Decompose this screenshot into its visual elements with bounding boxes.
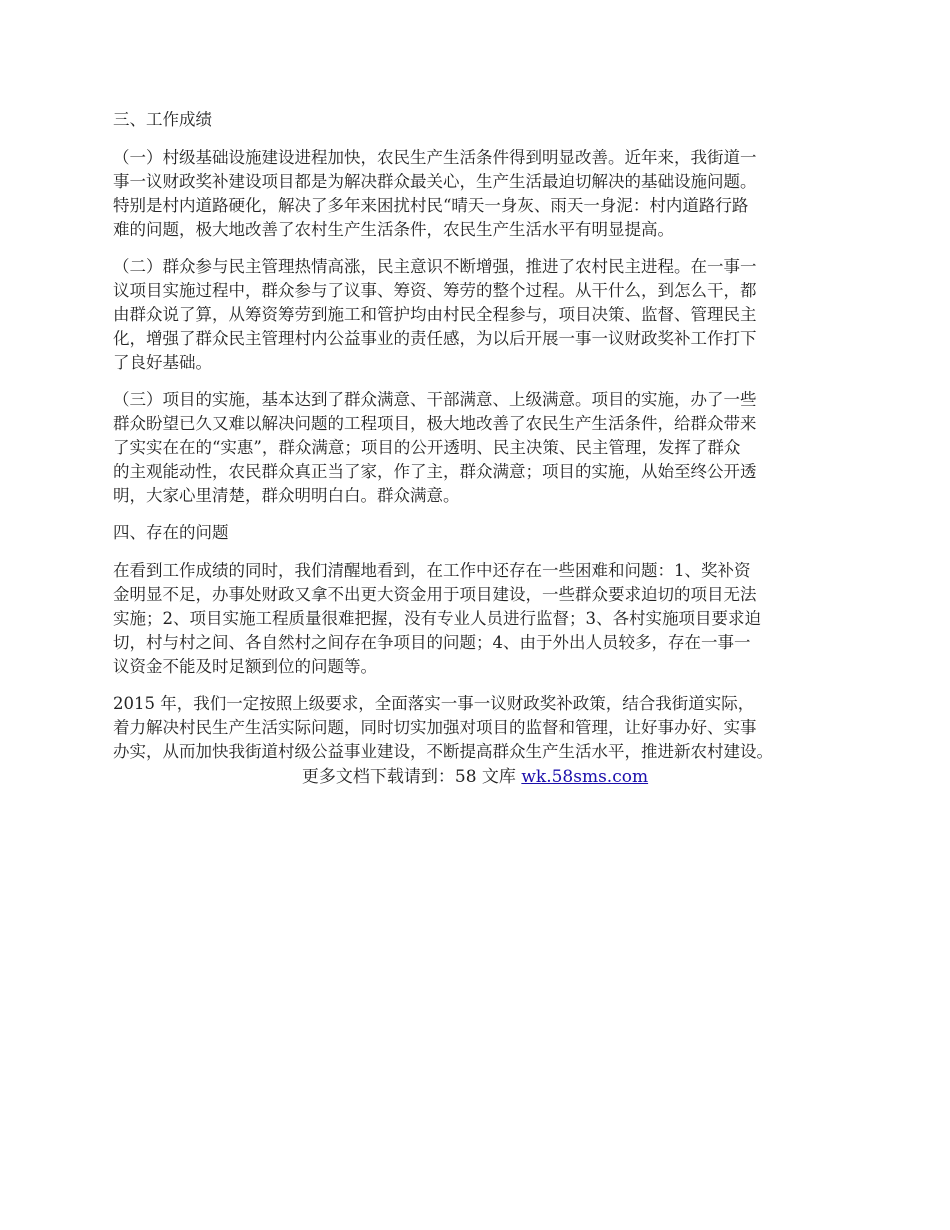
paragraph-line: 2015 年，我们一定按照上级要求，全面落实一事一议财政奖补政策，结合我街道实际， <box>113 694 755 713</box>
paragraph-problems <box>113 559 843 679</box>
paragraph-line: 的主观能动性，农民群众真正当了家，作了主，群众满意；项目的实施，从始至终公开透 <box>113 462 757 481</box>
document-body <box>113 108 843 777</box>
paragraph-line: 化，增强了群众民主管理村内公益事业的责任感，为以后开展一事一议财政奖补工作打下 <box>113 329 757 348</box>
paragraph-line: 明，大家心里清楚，群众明明白白。群众满意。 <box>113 486 460 505</box>
paragraph-line: 议资金不能及时足额到位的问题等。 <box>113 657 377 676</box>
download-footer <box>0 765 950 789</box>
paragraph-line: 办实，从而加快我街道村级公益事业建设，不断提高群众生产生活水平，推进新农村建设。 <box>113 742 773 761</box>
paragraph-line: （二）群众参与民主管理热情高涨，民主意识不断增强，推进了农村民主进程。在一事一 <box>113 257 757 276</box>
paragraph-line: 难的问题，极大地改善了农村生产生活条件，农民生产生活水平有明显提高。 <box>113 220 674 239</box>
paragraph-line: 了实实在在的“实惠”，群众满意；项目的公开透明、民主决策、民主管理，发挥了群众 <box>113 438 741 457</box>
paragraph-line: 着力解决村民生产生活实际问题，同时切实加强对项目的监督和管理，让好事办好、实事 <box>113 718 757 737</box>
paragraph-line: （三）项目的实施，基本达到了群众满意、干部满意、上级满意。项目的实施，办了一些 <box>113 390 757 409</box>
footer-link[interactable]: wk.58sms.com <box>521 767 649 787</box>
paragraph-line: （一）村级基础设施建设进程加快，农民生产生活条件得到明显改善。近年来，我街道一 <box>113 148 757 167</box>
paragraph-line: 议项目实施过程中，群众参与了议事、筹资、筹劳的整个过程。从干什么，到怎么干，都 <box>113 281 757 300</box>
paragraph-line: 特别是村内道路硬化，解决了多年来困扰村民“晴天一身灰、雨天一身泥：村内道路行路 <box>113 196 749 215</box>
paragraph-line: 事一议财政奖补建设项目都是为解决群众最关心，生产生活最迫切解决的基础设施问题。 <box>113 172 757 191</box>
footer-prefix: 更多文档下载请到：58 文库 <box>301 767 522 787</box>
section-heading-problems: 四、存在的问题 <box>113 523 229 542</box>
paragraph-democratic-management <box>113 255 843 375</box>
paragraph-line: 了良好基础。 <box>113 353 212 372</box>
paragraph-plan-2015 <box>113 692 843 764</box>
paragraph-infrastructure <box>113 146 843 242</box>
section-heading-achievements: 三、工作成绩 <box>113 110 212 129</box>
paragraph-project-satisfaction <box>113 388 843 508</box>
paragraph-line: 金明显不足，办事处财政又拿不出更大资金用于项目建设，一些群众要求迫切的项目无法 <box>113 585 757 604</box>
paragraph-line: 实施；2、项目实施工程质量很难把握，没有专业人员进行监督；3、各村实施项目要求迫 <box>113 609 761 628</box>
paragraph-line: 群众盼望已久又难以解决问题的工程项目，极大地改善了农民生产生活条件，给群众带来 <box>113 414 757 433</box>
paragraph-line: 由群众说了算，从筹资筹劳到施工和管护均由村民全程参与，项目决策、监督、管理民主 <box>113 305 757 324</box>
paragraph-line: 在看到工作成绩的同时，我们清醒地看到，在工作中还存在一些困难和问题：1、奖补资 <box>113 561 751 580</box>
paragraph-line: 切，村与村之间、各自然村之间存在争项目的问题；4、由于外出人员较多，存在一事一 <box>113 633 751 652</box>
